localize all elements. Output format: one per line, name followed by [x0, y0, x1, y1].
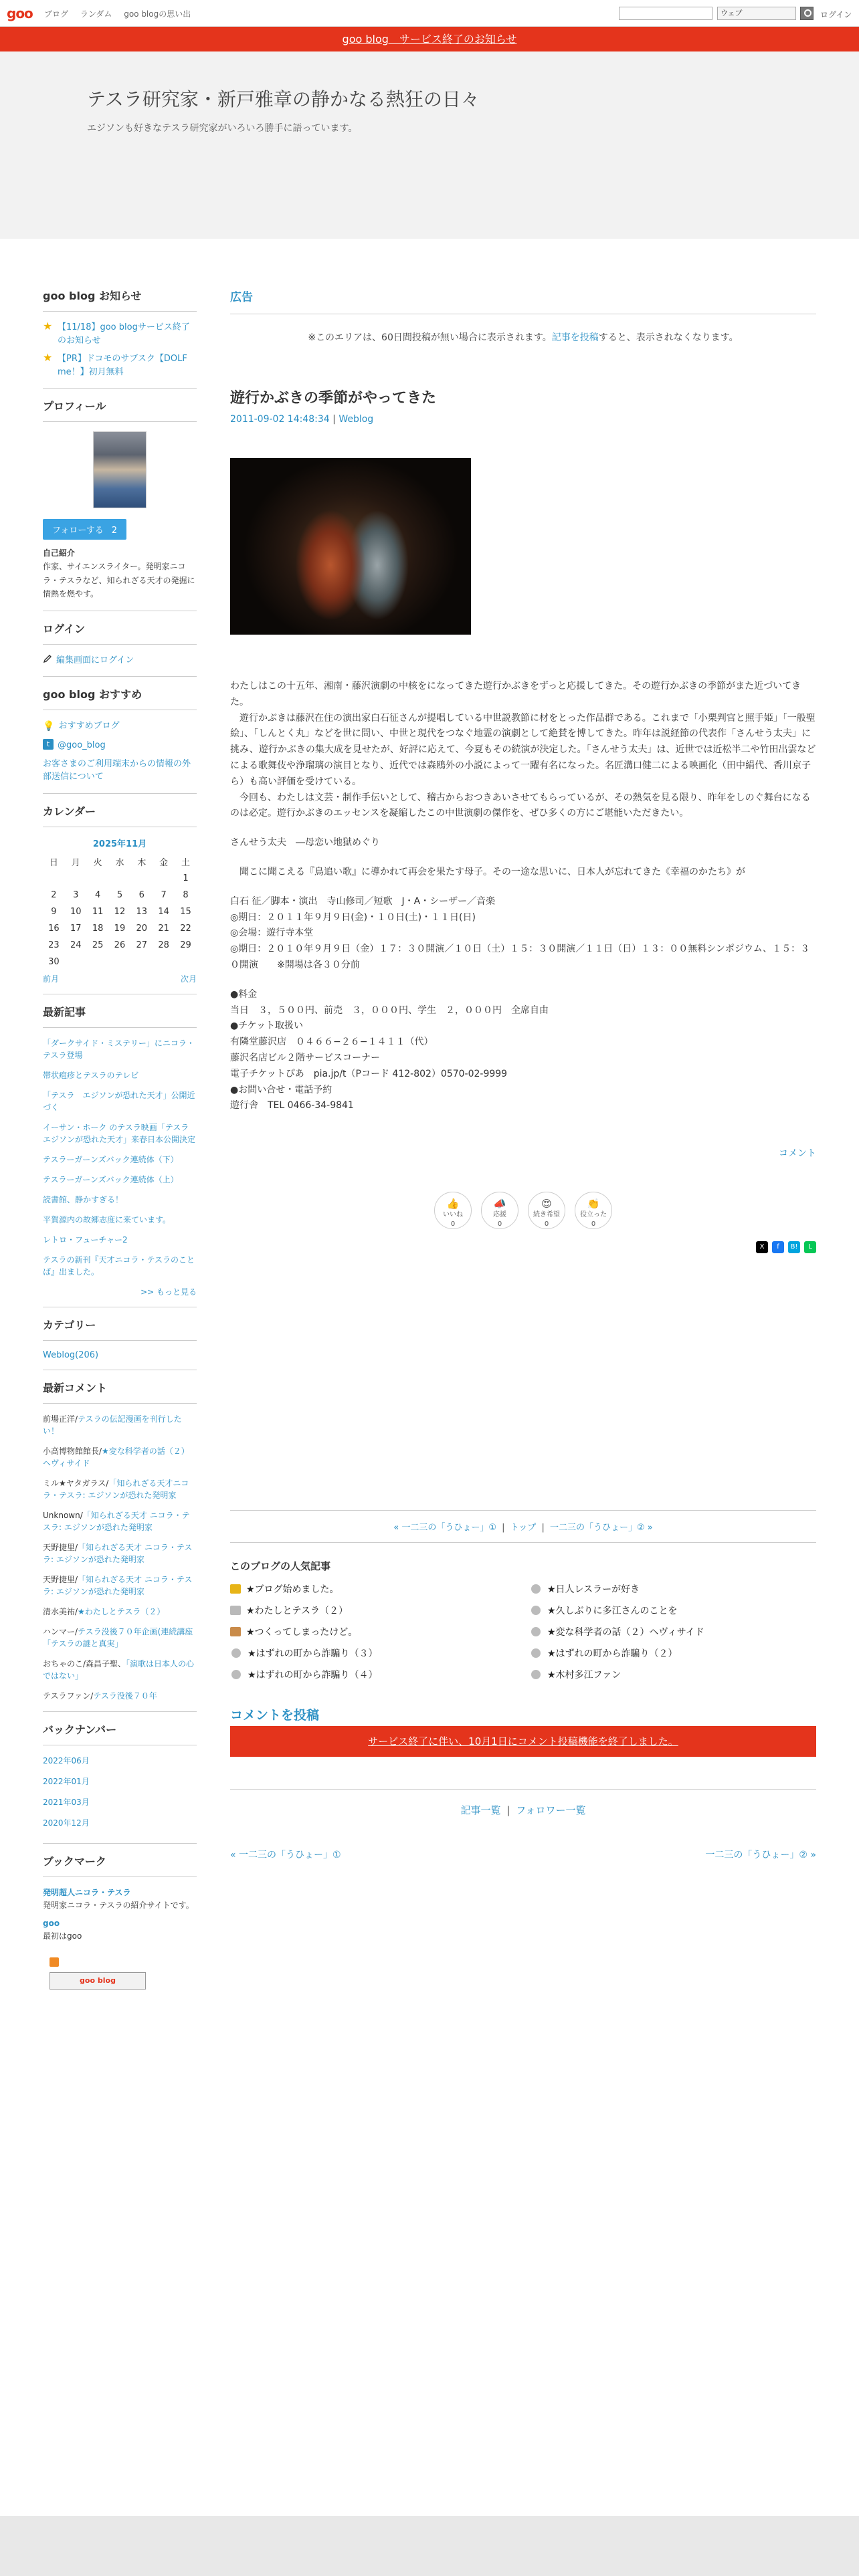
- comment-post-link[interactable]: テスラ没後７０年: [93, 1691, 157, 1701]
- login-title: ログイン: [43, 621, 197, 645]
- recent-post-link[interactable]: レトロ・フューチャー2: [43, 1235, 128, 1245]
- calendar-weekday: 日: [49, 857, 58, 868]
- post-paragraph: 有隣堂藤沢店 ０４６６−２６−１４１１（代）: [230, 1037, 434, 1048]
- blog-header: [0, 51, 859, 239]
- recent-post-link[interactable]: テスラの新刊『天才ニコラ・テスラのことば』出ました。: [43, 1255, 195, 1277]
- calendar-day: 24: [70, 940, 82, 950]
- comment-post-link[interactable]: 「知られざる天才 ニコラ・テスラ: エジソンが恐れた発明家: [43, 1574, 193, 1596]
- calendar-day: 12: [114, 906, 126, 917]
- comment-closed-banner: [230, 1726, 816, 1757]
- calendar-day: 7: [161, 889, 167, 900]
- service-end-notice-link[interactable]: goo blog サービス終了のお知らせ: [342, 33, 517, 45]
- news-item[interactable]: ★ 【11/18】goo blogサービス終了のお知らせ: [43, 320, 190, 346]
- recent-comments-widget: [43, 1370, 197, 1702]
- calendar-day: [87, 954, 109, 970]
- comment-post-link[interactable]: 「知られざる天才 ニコラ・テスラ: エジソンが恐れた発明家: [43, 1510, 190, 1532]
- search-scope-select[interactable]: ウェブ: [717, 7, 796, 20]
- crown-icon: [230, 1584, 241, 1594]
- post-paragraph: わたしはこの十五年、湘南・藤沢演劇の中核をになってきた遊行かぶきをずっと応援してきた。その遊行かぶきの季節がまた近づいてきた。: [230, 681, 801, 708]
- comment-post-link[interactable]: 「知られざる天才ニコラ・テスラ: エジソンが恐れた発明家: [43, 1478, 189, 1500]
- comment-author: おちゃのこ/森昌子聖、: [43, 1658, 126, 1669]
- calendar-day: [65, 954, 87, 970]
- bottom-next-link[interactable]: 一二三の「うひょー」② »: [705, 1850, 816, 1861]
- rank-dot-icon: [531, 1648, 541, 1658]
- post-title[interactable]: 遊行かぶきの季節がやってきた: [230, 390, 437, 407]
- reaction-label: 役立った: [580, 1211, 607, 1219]
- calendar-day: 19: [114, 923, 126, 934]
- comment-post-title: コメントを投稿: [230, 1708, 320, 1723]
- recent-post-link[interactable]: 帯状疱疹とテスラのテレビ: [43, 1070, 139, 1080]
- reaction-count: 0: [450, 1220, 456, 1228]
- calendar-day: [130, 870, 153, 887]
- recent-post-link[interactable]: テスラーガーンズバック連続体（上）: [43, 1174, 179, 1184]
- bookmark-item[interactable]: 発明超人ニコラ・テスラ 発明家ニコラ・テスラの紹介サイトです。: [43, 1887, 194, 1910]
- comment-item: [43, 1690, 197, 1702]
- comment-post-link[interactable]: テスラ没後７０年企画(連続講座「テスラの謎と真実」: [43, 1626, 193, 1648]
- post-paragraph: ◎期日：２０１０年９月９日（金）１７：３０開演／１０日（土）１５：３０開演／１１日（日）１３：００無料シンポジウム、１５：３０開演 ※開場は各３０分前: [230, 944, 810, 970]
- calendar-day: 1: [183, 873, 189, 883]
- post-paragraph: 電子チケットぴあ pia.jp/t（Pコード 412-802）0570-02-9999: [230, 1068, 508, 1079]
- popular-post-item[interactable]: ★はずれの町から詐騙り（２）: [530, 1646, 816, 1660]
- reaction-icon: 👏: [587, 1198, 600, 1210]
- calendar-widget: [43, 793, 197, 984]
- ad-label: 広告: [230, 288, 816, 314]
- post-paragraph: 聞こに聞こえる『鳥追い歌』に導かれて再会を果たす母子。その一途な思いに、日本人が忘れてきた《幸福のかたち》が: [230, 866, 745, 877]
- comment-link[interactable]: コメント: [779, 1148, 816, 1160]
- comment-post-link[interactable]: テスラの伝記漫画を刊行したい！: [43, 1414, 182, 1436]
- post-paragraph: 遊行舎 TEL 0466-34-9841: [230, 1100, 354, 1111]
- calendar-day: 23: [48, 940, 60, 950]
- comment-item: [43, 1606, 197, 1618]
- reaction-button[interactable]: [528, 1192, 565, 1229]
- comment-post-link[interactable]: 「知られざる天才 ニコラ・テスラ: エジソンが恐れた発明家: [43, 1542, 193, 1564]
- calendar-day: 15: [180, 906, 191, 917]
- recent-post-link[interactable]: 読書館、静かすぎる！: [43, 1194, 124, 1204]
- reaction-icon: 📣: [493, 1198, 506, 1210]
- hatena-share-icon[interactable]: B!: [788, 1241, 800, 1253]
- bottom-pager: [230, 1848, 816, 1861]
- calendar-day: 26: [114, 940, 126, 950]
- calendar-day: [175, 954, 197, 970]
- comment-item: [43, 1477, 197, 1501]
- comment-author: ハンマー/: [43, 1626, 78, 1636]
- reaction-button[interactable]: [481, 1192, 518, 1229]
- lightbulb-icon: 💡: [43, 721, 55, 732]
- category-title: カテゴリー: [43, 1317, 197, 1341]
- popular-post-item[interactable]: ★日人レスラーが好き: [530, 1582, 816, 1596]
- comment-item: [43, 1413, 197, 1437]
- popular-post-item[interactable]: ★久しぶりに多江さんのことを: [530, 1604, 816, 1617]
- recommend-item[interactable]: 💡 おすすめブログ: [43, 720, 197, 734]
- footer: [0, 2516, 859, 2576]
- post-paragraph: 白石 征／脚本・演出 寺山修司／短歌 J・A・シーザー／音楽: [230, 895, 496, 907]
- calendar-next-link[interactable]: 次月: [180, 974, 197, 984]
- ad-note: ※このエリアは、60日間投稿が無い場合に表示されます。記事を投稿すると、表示されなくなります。: [308, 332, 739, 343]
- popular-post-item[interactable]: ★はずれの町から詐騙り（４）: [230, 1668, 516, 1681]
- comment-author: 清水美祐/: [43, 1606, 78, 1616]
- calendar-day: 8: [183, 889, 189, 900]
- calendar-day: [153, 954, 175, 970]
- calendar-weekday: 火: [93, 857, 102, 868]
- calendar-day: 21: [158, 923, 169, 934]
- calendar-day: 9: [51, 906, 57, 917]
- calendar-day: 3: [73, 889, 79, 900]
- search-input[interactable]: [619, 7, 712, 20]
- popular-post-item[interactable]: ★ブログ始めました。: [230, 1582, 516, 1596]
- top-nav: [44, 8, 200, 19]
- recent-posts-widget: [43, 994, 197, 1297]
- calendar-day: 10: [70, 906, 82, 917]
- calendar-day: 11: [92, 906, 104, 917]
- star-icon: ★: [43, 320, 53, 332]
- post-paragraph: [230, 974, 816, 987]
- blog-title[interactable]: テスラ研究家・新戸雅章の静かなる熱狂の日々: [87, 88, 480, 110]
- facebook-share-icon[interactable]: f: [772, 1241, 784, 1253]
- post-paragraph: 当日 ３，５００円、前売 ３，０００円、学生 ２，０００円 全席自由: [230, 1004, 549, 1016]
- calendar-title: カレンダー: [43, 803, 197, 827]
- post-paragraph: [230, 822, 816, 835]
- category-widget: [43, 1307, 197, 1360]
- backnumber-link[interactable]: 2021年03月: [43, 1797, 90, 1807]
- rank-dot-icon: [531, 1627, 541, 1636]
- backnumber-link[interactable]: 2022年01月: [43, 1776, 90, 1786]
- recommend-widget: [43, 676, 197, 784]
- star-icon: ★: [43, 351, 53, 364]
- calendar: [43, 837, 197, 984]
- calendar-day: 13: [136, 906, 148, 917]
- profile-title: プロフィール: [43, 398, 197, 422]
- calendar-day: 27: [136, 940, 148, 950]
- recent-more-link[interactable]: >> もっと見る: [140, 1287, 197, 1297]
- backnumber-link[interactable]: 2020年12月: [43, 1818, 90, 1828]
- comment-item: [43, 1626, 197, 1650]
- calendar-day: 28: [158, 940, 169, 950]
- calendar-day: 25: [92, 940, 104, 950]
- popular-post-item[interactable]: ★変な科学者の話（２）ヘヴィサイド: [530, 1625, 816, 1638]
- recent-post-link[interactable]: 平賀源内の故郷志度に来ています。: [43, 1214, 171, 1224]
- comment-item: [43, 1658, 197, 1682]
- comment-post-section: [230, 1705, 816, 1757]
- post-pager: « 一二三の「うひょー」① | トップ | 一二三の「うひょー」② »: [230, 1510, 816, 1543]
- rank-dot-icon: [531, 1670, 541, 1679]
- comment-item: [43, 1574, 197, 1598]
- calendar-day: 20: [136, 923, 148, 934]
- news-item[interactable]: ★ 【PR】ドコモのサブスク【DOLF me！】初月無料: [43, 351, 187, 377]
- main-content: [230, 288, 816, 1861]
- reaction-count: 0: [591, 1220, 596, 1228]
- bookmark-widget: [43, 1843, 197, 1990]
- bookmark-item[interactable]: goo 最初はgoo: [43, 1918, 82, 1941]
- follow-button[interactable]: フォローする 2: [43, 519, 126, 540]
- stage-photo[interactable]: [230, 458, 471, 635]
- line-share-icon[interactable]: L: [804, 1241, 816, 1253]
- comment-item: [43, 1509, 197, 1533]
- recent-post-link[interactable]: 「ダークサイド・ミステリー」にニコラ・テスラ登場: [43, 1038, 195, 1060]
- calendar-day: 18: [92, 923, 104, 934]
- calendar-days: [43, 870, 197, 970]
- rss-icon[interactable]: [50, 1957, 59, 1967]
- goo-logo[interactable]: goo: [7, 5, 33, 21]
- follower-list-link[interactable]: フォロワー一覧: [516, 1804, 586, 1817]
- recommend-item[interactable]: お客さまのご利用端末からの情報の外部送信について: [43, 758, 191, 782]
- recommend-title: goo blog おすすめ: [43, 686, 197, 710]
- calendar-day: [109, 954, 131, 970]
- calendar-day: [109, 870, 131, 887]
- category-link[interactable]: Weblog(206): [43, 1350, 99, 1360]
- comment-author: ミル★ヤタガラス/: [43, 1478, 109, 1488]
- comment-post-link[interactable]: ★変な科学者の話（２）ヘヴィサイド: [43, 1446, 189, 1468]
- backnumber-widget: [43, 1711, 197, 1834]
- login-widget: [43, 611, 197, 667]
- calendar-weekday: 土: [181, 857, 191, 868]
- comment-item: [43, 1541, 197, 1566]
- news-title: goo blog お知らせ: [43, 288, 197, 312]
- post-paragraph: ●料金: [230, 988, 258, 1000]
- news-widget: [43, 288, 197, 379]
- follow-count: 2: [111, 526, 117, 536]
- calendar-day: 29: [180, 940, 191, 950]
- recent-post-link[interactable]: イーサン・ホーク のテスラ映画「テスラ エジソンが恐れた天才」来春日本公開決定: [43, 1122, 197, 1144]
- bottom-prev-link[interactable]: « 一二三の「うひょー」①: [230, 1850, 341, 1861]
- comment-post-link[interactable]: 「演歌は日本人の心ではない」: [43, 1658, 195, 1681]
- calendar-day: [87, 870, 109, 887]
- calendar-weekdays: [43, 853, 197, 870]
- popular-post-item[interactable]: ★つくってしまったけど。: [230, 1625, 516, 1638]
- calendar-day: [43, 870, 65, 887]
- post-paragraph: 今回も、わたしは文芸・制作手伝いとして、稽古からおつきあいさせてもらっているが、その熱気を見る限り、昨年をしのぐ舞台になるのは必定。遊行かぶきのエッセンスを凝縮したこの中世演劇の傑作を、ぜひ多くの方にご堪能いただきたい。: [230, 792, 811, 819]
- rank-dot-icon: [531, 1584, 541, 1594]
- calendar-day: 4: [94, 889, 101, 900]
- popular-title: このブログの人気記事: [230, 1560, 331, 1573]
- pencil-icon: [43, 654, 52, 663]
- calendar-day: 5: [116, 889, 123, 900]
- calendar-day: [130, 954, 153, 970]
- calendar-day: 16: [48, 923, 60, 934]
- comment-post-link[interactable]: ★わたしとテスラ（２）: [78, 1606, 165, 1616]
- calendar-month[interactable]: 2025年11月: [92, 839, 147, 849]
- nav-blog[interactable]: ブログ: [44, 9, 69, 19]
- calendar-day: 2: [51, 889, 57, 900]
- calendar-weekday: 水: [115, 857, 124, 868]
- crown-icon: [230, 1606, 241, 1615]
- post-body: [230, 679, 816, 1114]
- calendar-day: [65, 870, 87, 887]
- reaction-count: 0: [544, 1220, 549, 1228]
- reaction-button[interactable]: [434, 1192, 472, 1229]
- comment-author: 天野捷里/: [43, 1542, 78, 1552]
- backnumber-title: バックナンバー: [43, 1721, 197, 1745]
- comment-item: [43, 1445, 197, 1469]
- post-paragraph: ●お問い合せ・電話予約: [230, 1084, 332, 1095]
- calendar-day: 22: [180, 923, 191, 934]
- calendar-weekday: 月: [71, 857, 80, 868]
- edit-login-link[interactable]: 編集画面にログイン: [43, 654, 197, 667]
- post-meta: 2011-09-02 14:48:34 | Weblog: [230, 414, 374, 425]
- recommend-item[interactable]: t @goo_blog: [43, 739, 197, 752]
- post-paragraph: 藤沢名店ビル２階サービスコーナー: [230, 1052, 380, 1063]
- top-link[interactable]: トップ: [510, 1523, 537, 1533]
- calendar-weekday: 金: [159, 857, 169, 868]
- post-paragraph: [230, 851, 816, 865]
- popular-post-item[interactable]: ★わたしとテスラ（２）: [230, 1604, 516, 1617]
- calendar-prev-link[interactable]: 前月: [43, 974, 60, 984]
- twitter-icon: t: [43, 739, 54, 750]
- reaction-label: 続き希望: [533, 1211, 560, 1219]
- calendar-day: 17: [70, 923, 82, 934]
- profile-widget: [43, 388, 197, 601]
- post-paragraph: [230, 881, 816, 894]
- x-share-icon[interactable]: X: [756, 1241, 768, 1253]
- comment-closed-link[interactable]: サービス終了に伴い、10月1日にコメント投稿機能を終了しました。: [368, 1735, 678, 1748]
- bookmark-title: ブックマーク: [43, 1853, 197, 1877]
- nav-memories[interactable]: goo blogの思い出: [124, 9, 191, 19]
- login-link[interactable]: ログイン: [820, 10, 852, 19]
- rank-dot-icon: [531, 1606, 541, 1615]
- list-links: 記事一覧 | フォロワー一覧: [230, 1789, 816, 1817]
- recent-post-link[interactable]: テスラーガーンズバック連続体（下）: [43, 1154, 179, 1164]
- nav-random[interactable]: ランダム: [80, 9, 112, 19]
- backnumber-link[interactable]: 2022年06月: [43, 1755, 90, 1765]
- post-paragraph: さんせう太夫 ―母恋い地獄めぐり: [230, 837, 380, 849]
- reaction-count: 0: [497, 1220, 502, 1228]
- comment-author: Unknown/: [43, 1510, 83, 1520]
- calendar-day: 6: [138, 889, 145, 900]
- calendar-day: [153, 870, 175, 887]
- post-date[interactable]: 2011-09-02 14:48:34: [230, 414, 330, 425]
- search-button[interactable]: [800, 7, 814, 20]
- post-category[interactable]: Weblog: [339, 414, 374, 425]
- post-paragraph: 遊行かぶきは藤沢在住の演出家白石征さんが提唱している中世説教節に材をとった作品群である。これまで「小栗判官と照手姫」「一般聖絵」、「しんとく丸」などを世に問い、中世と現代をつなぐ地霊の演劇として絶賛を博してきた。昨年は説経節の代表作「さんせう太夫」に挑み、遊行かぶきの集大成を見せたが、好評に応えて、今夏もその続演が決定した。「さんせう太夫」は、近世では近松半二や竹田出雲などによる歌舞伎や浄瑠璃の演目となり、近代では森鴎外の小説によって一躍有名になった。名匠溝口健二による映画化（田中絹代、香川京子ら）も高い評価を受けている。: [230, 712, 816, 787]
- profile-intro: 自己紹介 作家、サイエンスライター。発明家ニコラ・テスラなど、知られざる天才の発掘に情熱を燃やす。: [43, 548, 195, 599]
- rank-dot-icon: [231, 1670, 241, 1679]
- post-paragraph: ◎期日：２０１１年９月９日(金)・１０日(土)・１１日(日): [230, 911, 476, 923]
- reaction-label: いいね: [443, 1211, 463, 1219]
- avatar[interactable]: [93, 431, 147, 508]
- calendar-weekday: 木: [137, 857, 147, 868]
- sidebar: [43, 288, 197, 1999]
- top-bar: [0, 0, 859, 27]
- comment-author: 前場正洋/: [43, 1414, 78, 1424]
- comment-author: 天野捷里/: [43, 1574, 78, 1584]
- share-buttons: [230, 1241, 816, 1253]
- rank-dot-icon: [231, 1648, 241, 1658]
- goo-blog-badge[interactable]: goo blog: [50, 1972, 146, 1990]
- post-list-link[interactable]: 記事一覧: [460, 1804, 501, 1817]
- reaction-button[interactable]: [575, 1192, 612, 1229]
- crown-icon: [230, 1627, 241, 1636]
- reaction-icon: 😍: [541, 1198, 552, 1210]
- comment-author: テスラファン/: [43, 1691, 94, 1701]
- service-end-notice-bar: [0, 27, 859, 51]
- comment-author: 小高博物館館長/: [43, 1446, 102, 1456]
- reaction-label: 応援: [493, 1211, 506, 1219]
- post-article-link[interactable]: 記事を投稿: [551, 332, 599, 343]
- recent-title: 最新記事: [43, 1004, 197, 1028]
- prev-post-link[interactable]: « 一二三の「うひょー」①: [393, 1523, 497, 1533]
- post-paragraph: ●チケット取扱い: [230, 1021, 303, 1032]
- comments-title: 最新コメント: [43, 1380, 197, 1404]
- recent-post-link[interactable]: 「テスラ エジソンが恐れた天才」公開近づく: [43, 1090, 195, 1112]
- calendar-day: 30: [48, 956, 60, 967]
- popular-post-item[interactable]: ★はずれの町から詐騙り（３）: [230, 1646, 516, 1660]
- post-paragraph: ◎会場：遊行寺本堂: [230, 928, 314, 939]
- comment-list: [43, 1413, 197, 1702]
- popular-posts: [230, 1559, 816, 1681]
- reaction-buttons: [230, 1192, 816, 1229]
- calendar-day: 14: [158, 906, 169, 917]
- next-post-link[interactable]: 一二三の「うひょー」② »: [549, 1523, 653, 1533]
- reaction-icon: 👍: [446, 1198, 460, 1210]
- blog-description: エジソンも好きなテスラ研究家がいろいろ勝手に語っています。: [87, 123, 358, 134]
- popular-post-item[interactable]: ★木村多江ファン: [530, 1668, 816, 1681]
